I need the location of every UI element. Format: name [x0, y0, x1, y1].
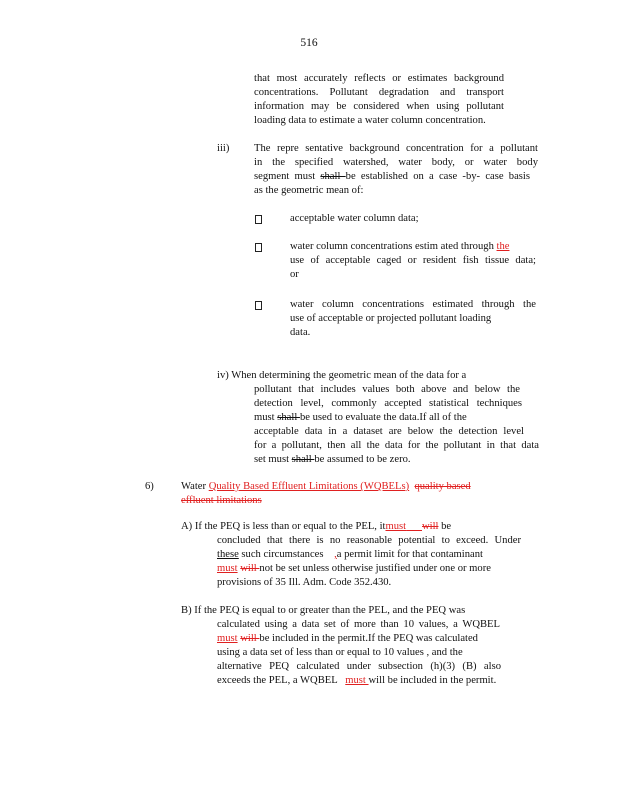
- deleted-text: will: [421, 521, 439, 532]
- paragraph-line: loading data to estimate a water column concentration.: [254, 115, 486, 126]
- inserted-text: ,: [334, 549, 337, 560]
- bullet-line: acceptable water column data;: [290, 213, 419, 224]
- bullet-line: use of acceptable caged or resident fish tissue data;: [290, 255, 536, 266]
- bullet-box-icon: [255, 301, 262, 310]
- section-6-title: [181, 480, 506, 508]
- title-line: [181, 494, 506, 508]
- paragraph-line: provisions of 35 Ill. Adm. Code 352.430.: [217, 577, 392, 588]
- inserted-text: must: [217, 633, 238, 644]
- inserted-text: must: [345, 675, 369, 686]
- paragraph-iv: [217, 369, 539, 467]
- paragraph-line: concluded that there is no reasonable potential to exceed. Under: [217, 535, 521, 546]
- inserted-underline: [406, 521, 422, 532]
- paragraph-line: using a data set of less than or equal to 10 values , and the: [217, 647, 463, 658]
- text-segment: exceeds the PEL, a WQBEL: [217, 675, 340, 686]
- paragraph-line: acceptable data in a dataset are below the detection level: [254, 426, 524, 437]
- paragraph-line: information may be considered when using pollutant: [254, 101, 504, 112]
- paragraph-line: as the geometric mean of:: [254, 185, 364, 196]
- bullet-box-icon: [255, 215, 262, 224]
- inserted-text: Quality Based Effluent Limitations (WQBELs): [208, 481, 410, 492]
- text-segment: segment must: [254, 171, 321, 182]
- deleted-text: quality based: [414, 481, 471, 492]
- paragraph-line: concentrations. Pollutant degradation and transport: [254, 87, 504, 98]
- text-segment: must: [254, 412, 278, 423]
- paragraph-a: [181, 520, 521, 590]
- paragraph-line: [217, 674, 521, 688]
- bullet-line: or: [290, 269, 299, 280]
- bullet-line: water column concentrations estimated through the: [290, 299, 536, 310]
- struck-text: shall: [291, 454, 315, 465]
- paragraph-line: iv) When determining the geometric mean of the data for a: [217, 370, 467, 381]
- paragraph-line: for a pollutant, then all the data for the pollutant in that data: [254, 440, 539, 451]
- deleted-text: effluent limitations: [181, 495, 262, 506]
- text-segment: be included in the permit.If the PEQ was calculated: [259, 633, 478, 644]
- paragraph-b: [181, 604, 521, 688]
- bullet-line: use of acceptable or projected pollutant loading: [290, 313, 492, 324]
- text-segment: not be set unless otherwise justified under one or more: [259, 563, 491, 574]
- bullet-line: [290, 240, 536, 254]
- text-segment: be established on a case -by- case basis: [345, 171, 530, 182]
- paragraph-line: [254, 411, 539, 425]
- text-segment: A) If the PEQ is less than or equal to the PEL, it: [181, 521, 386, 532]
- text-segment: water column concentrations estim ated through: [290, 241, 497, 252]
- struck-text: shall: [320, 171, 346, 182]
- bullet-item: [290, 212, 419, 226]
- paragraph-line: [217, 562, 521, 576]
- paragraph-line: [181, 520, 521, 534]
- bullet-item: [290, 298, 536, 340]
- continuation-paragraph: [254, 72, 504, 128]
- bullet-box-icon: [255, 243, 262, 252]
- deleted-text: will: [240, 633, 260, 644]
- text-segment: be used to evaluate the data.If all of the: [299, 412, 467, 423]
- bullet-line: data.: [290, 327, 311, 338]
- text-segment: be: [438, 521, 452, 532]
- paragraph-line: detection level, commonly accepted statistical techniques: [254, 398, 522, 409]
- item-marker-iii: iii): [217, 143, 230, 154]
- paragraph-line: in the specified watershed, water body, or water body: [254, 157, 538, 168]
- bullet-item: [290, 240, 536, 282]
- text-segment: Water: [181, 481, 209, 492]
- underlined-text: these: [217, 549, 239, 560]
- text-segment: set must: [254, 454, 292, 465]
- paragraph-line: pollutant that includes values both above and below the: [254, 384, 520, 395]
- inserted-text: must: [217, 563, 238, 574]
- paragraph-line: [217, 632, 521, 646]
- inserted-text: the: [496, 241, 510, 252]
- paragraph-line: B) If the PEQ is equal to or greater than the PEL, and the PEQ was: [181, 605, 466, 616]
- text-segment: a permit limit for that contaminant: [336, 549, 483, 560]
- struck-text: shall: [277, 412, 300, 423]
- inserted-text: must: [385, 521, 407, 532]
- text-segment: will be included in the permit.: [368, 675, 497, 686]
- paragraph-line: [254, 170, 530, 184]
- paragraph-line: [217, 548, 521, 562]
- section-marker-6: 6): [145, 481, 154, 492]
- paragraph-line: The repre sentative background concentration for a pollutant: [254, 143, 538, 154]
- paragraph-iii: [254, 142, 538, 198]
- paragraph-line: calculated using a data set of more than 10 values, a WQBEL: [217, 619, 500, 630]
- page-number: 516: [300, 37, 318, 49]
- paragraph-line: [254, 453, 539, 467]
- deleted-text: will: [240, 563, 260, 574]
- paragraph-line: alternative PEQ calculated under subsection (h)(3) (B) also: [217, 661, 501, 672]
- text-segment: such circumstances: [238, 549, 324, 560]
- title-line: [181, 480, 506, 494]
- text-segment: be assumed to be zero.: [314, 454, 411, 465]
- paragraph-line: that most accurately reflects or estimates background: [254, 73, 504, 84]
